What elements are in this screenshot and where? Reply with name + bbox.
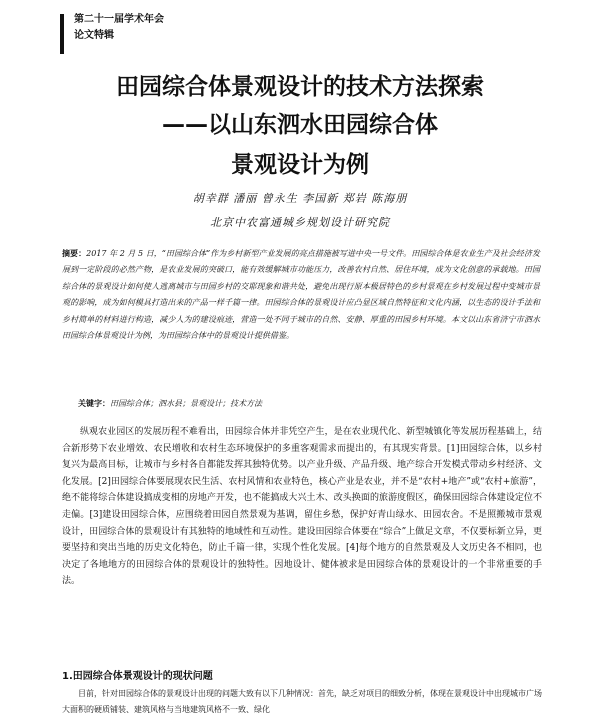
section-1-text: 目前，针对田园综合体的景观设计出现的问题大致有以下几种情况：首先，缺乏对项目的细致分析，体现在景观设计中出现城市广场大面积的硬质铺装、建筑风格与当地建筑风格不一致、绿化 bbox=[62, 689, 542, 714]
section-1-title: 1.田园综合体景观设计的现状问题 bbox=[62, 671, 213, 682]
intro-paragraph: 纵观农业园区的发展历程不难看出，田园综合体并非凭空产生，是在农业现代化、新型城镇化等发展历程基础上，结合新形势下农业增效、农民增收和农村生态环境保护的多重客观需求而提出的，有其现实背景。[1]田园综合体，以乡村复兴为最高目标，让城市与乡村各自都能发挥其独特优势。以产业升级、产品升级、地产综合开发模式带动乡村经济、文化发展。[2]田园综合体要展现农民生活、农村风情和农业特色，核心产业是农业，并不是“农村+地产”或“农村+旅游”，绝不能将综合体建设搞成变相的房地产开发，也不能搞成大兴土木、改头换面的旅游度假区，确保田园综合体建设定位不走偏。[3]建设田园综合体，应围绕着田园自然景观为基调，留住乡愁，保护好青山绿水、田园农舍。不是照搬城市景观设计，田园综合体的景观设计有其独特的地域性和互动性。建设田园综合体要在“综合”上做足文章，不仅要标新立异，更要坚持和突出当地的历史文化特色，防止千篇一律，实现个性化发展。[4]每个地方的自然景观及人文历史各不相同，也决定了各地地方的田园综合体的景观设计的独特性。因地设计、健体被求是田园综合体的景观设计的一个非常重要的手法。 bbox=[62, 427, 542, 587]
journal-header bbox=[60, 12, 320, 44]
keywords bbox=[78, 397, 538, 411]
abstract-label: 摘要： bbox=[62, 249, 87, 258]
title-line-2: ——以山东泗水田园综合体 bbox=[162, 112, 438, 138]
keywords-label: 关键字： bbox=[78, 399, 110, 408]
authors: 胡幸群 潘丽 曾永生 李国新 郑岩 陈海朋 bbox=[192, 192, 408, 205]
title-line-1: 田园综合体景观设计的技术方法探索 bbox=[116, 74, 484, 100]
keywords-text: 田园综合体；泗水县；景观设计；技术方法 bbox=[110, 399, 262, 408]
abstract-text: 2017 年 2 月 5 日，“田园综合体”作为乡村新型产业发展的亮点措施被写进中央一号文件。田园综合体是农业生产及社会经济发展到一定阶段的必然产物，是农业发展的突破口，能有效缓解城市功能压力，改善农村自然、居住环境，成为文化创意的承载地。田园综合体的景观设计如何使人逃离城市与田园乡村的交耶现象和谐共处，避免出现行原本极居特色的乡村景观在乡村发展过程中变城市景观的影响，成为如何模具打造出来的产品一样千篇一律。田园综合体的景观设计应凸显区域自然特征和文化内涵，以生态的设计手法和乡村简单的材料进行构造，减少人为的建设痕迹，营造一处不同于城市的自然、安静、厚重的田园乡村环境。本文以山东省济宁市泗水田园综合体景观设计为例，为田园综合体中的景观设计提供借鉴。 bbox=[62, 249, 541, 341]
affiliation: 北京中农富通城乡规划设计研究院 bbox=[210, 216, 390, 229]
header-bar bbox=[60, 14, 64, 54]
title-line-3: 景观设计为例 bbox=[231, 152, 369, 178]
conference-label: 第二十一届学术年会 bbox=[74, 14, 164, 25]
section-label: 论文特辑 bbox=[74, 30, 114, 41]
abstract bbox=[62, 246, 540, 344]
